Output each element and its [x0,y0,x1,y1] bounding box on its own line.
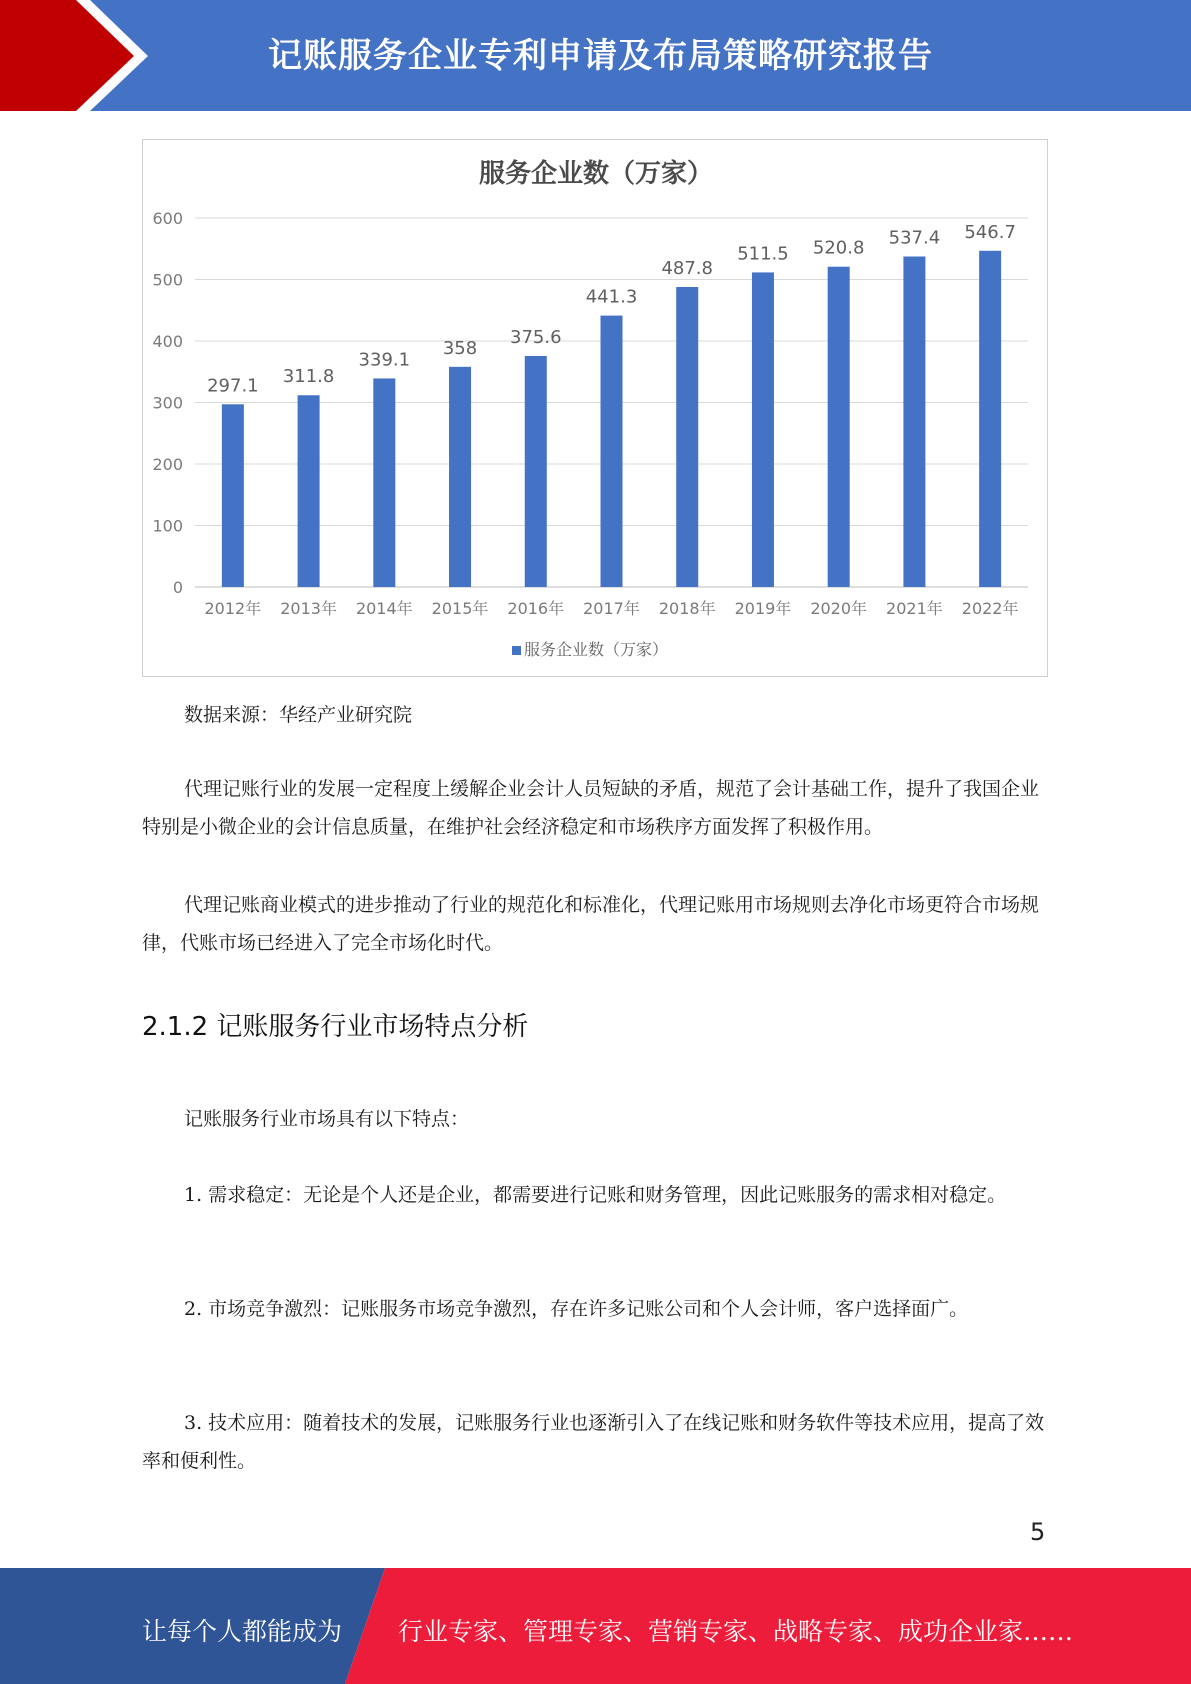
data-label: 358 [442,337,478,359]
chart-legend [512,640,668,659]
y-tick-label: 300 [152,393,183,413]
x-tick-label: 2013年 [280,599,337,618]
list-item-2: 2. 市场竞争激烈：记账服务市场竞争激烈，存在许多记账公司和个人会计师，客户选择面广。 [184,1298,969,1320]
data-label: 520.8 [812,237,865,259]
paragraph-2: 代理记账商业模式的进步推动了行业的规范化和标准化，代理记账用市场规则去净化市场更符合市场规律，代账市场已经进入了完全市场化时代。 [142,894,1040,954]
header-chevron [0,0,134,111]
bar [373,378,395,587]
bar [828,267,850,587]
x-tick-label: 2017年 [583,599,640,618]
report-title: 记账服务企业专利申请及布局策略研究报告 [268,36,933,76]
x-tick-label: 2015年 [431,599,489,618]
list-item-1: 1. 需求稳定：无论是个人还是企业，都需要进行记账和财务管理，因此记账服务的需求相对稳定。 [184,1184,1007,1206]
y-tick-label: 400 [152,332,183,351]
data-label: 375.6 [510,327,562,349]
bar [979,251,1001,587]
bar [676,287,698,587]
legend-label: 服务企业数（万家） [524,640,669,659]
y-tick-label: 200 [152,455,183,474]
bar [525,356,547,587]
x-tick-label: 2022年 [961,599,1019,618]
legend-swatch [512,646,521,655]
data-label: 511.5 [737,243,789,265]
bar [298,395,320,587]
x-tick-label: 2018年 [658,599,716,618]
data-label: 311.8 [282,366,335,388]
footer-slogan-right: 行业专家、管理专家、营销专家、战略专家、成功企业家…… [398,1617,1074,1646]
y-tick-label: 500 [152,270,183,290]
page-number: 5 [1030,1518,1046,1546]
bar-chart [142,139,1048,677]
x-tick-label: 2016年 [507,599,565,618]
bar [222,404,244,587]
data-label: 537.4 [888,227,941,249]
page-header [0,0,1191,111]
y-tick-label: 600 [152,209,183,228]
bar [449,367,471,587]
bar [601,316,623,587]
page-footer [0,1568,1191,1684]
data-label: 339.1 [358,349,411,371]
x-tick-label: 2020年 [810,599,868,618]
intro-text: 记账服务行业市场具有以下特点： [184,1108,470,1130]
data-source: 数据来源：华经产业研究院 [184,704,413,726]
x-tick-label: 2019年 [734,599,792,618]
chart-title: 服务企业数（万家） [478,159,714,189]
list-item-3: 3. 技术应用：随着技术的发展，记账服务行业也逐渐引入了在线记账和财务软件等技术应用，提高了效率和便利性。 [142,1412,1045,1472]
bar-chart-svg [143,140,1049,678]
x-tick-label: 2012年 [204,599,262,618]
y-tick-label: 100 [152,516,183,536]
section-heading: 2.1.2 记账服务行业市场特点分析 [142,1012,529,1042]
paragraph-1: 代理记账行业的发展一定程度上缓解企业会计人员短缺的矛盾，规范了会计基础工作，提升了我国企业特别是小微企业的会计信息质量，在维护社会经济稳定和市场秩序方面发挥了积极作用。 [142,778,1040,838]
y-tick-label: 0 [172,578,183,597]
data-label: 441.3 [585,286,638,308]
bar [903,256,925,587]
x-tick-label: 2021年 [886,599,943,618]
data-label: 297.1 [207,375,259,397]
data-label: 546.7 [964,221,1016,243]
data-label: 487.8 [661,258,713,280]
x-tick-label: 2014年 [355,599,413,618]
footer-slogan-left: 让每个人都能成为 [142,1617,343,1646]
bar [752,272,774,587]
